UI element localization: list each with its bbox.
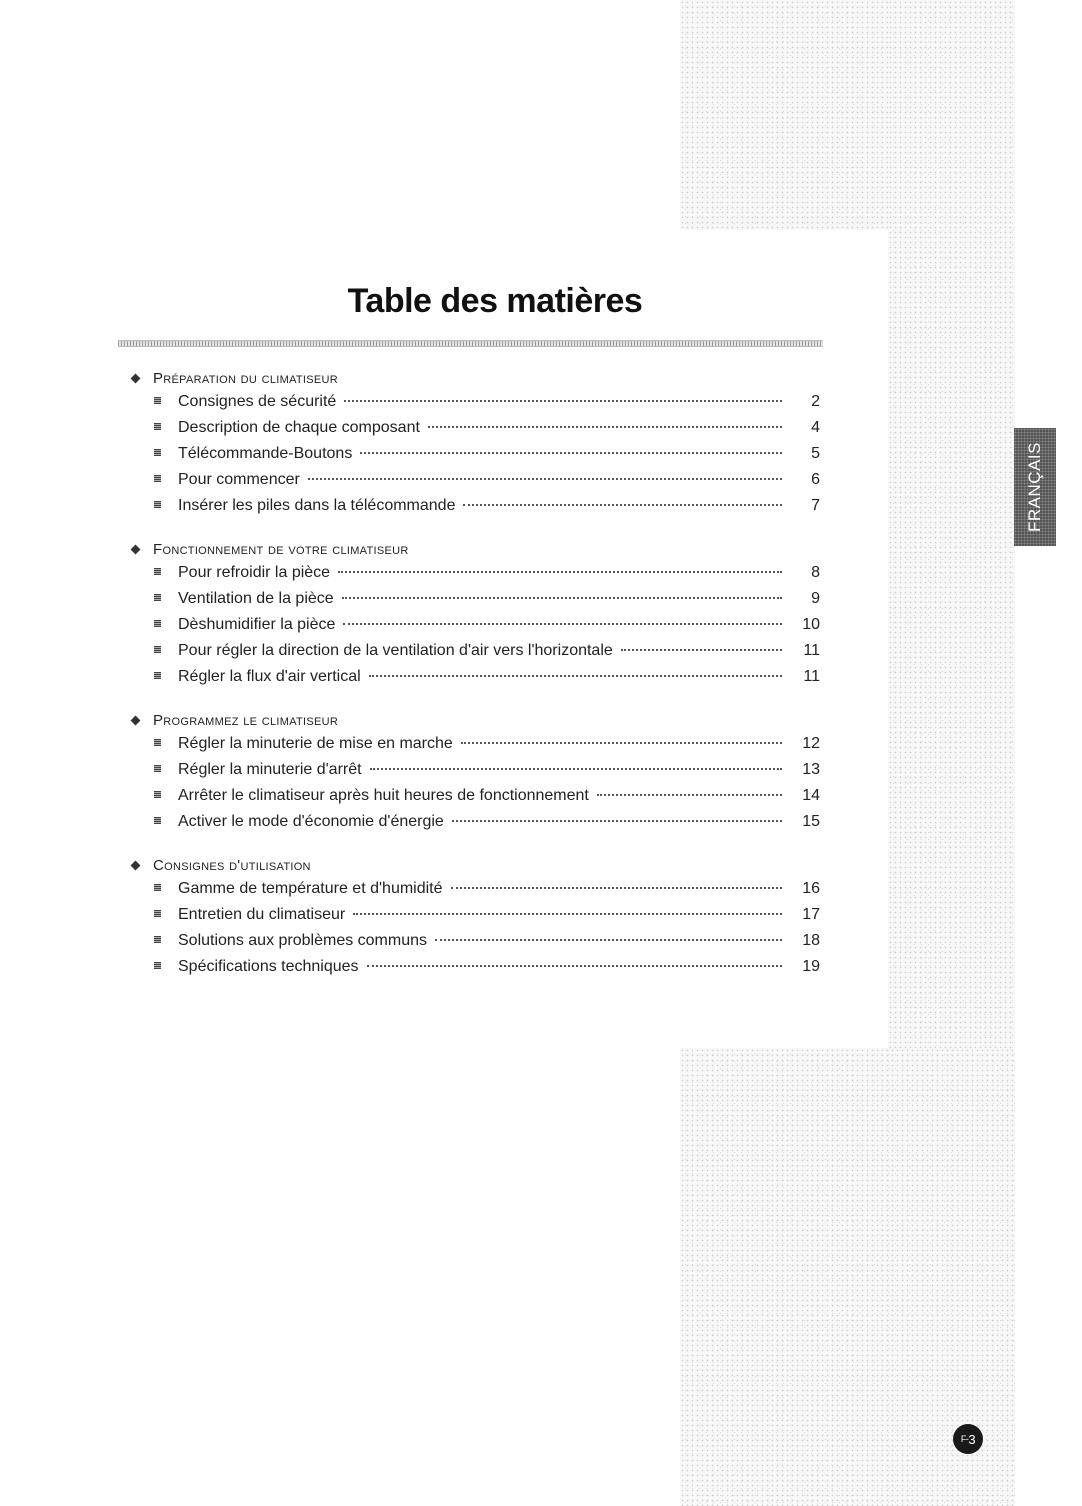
toc-entry-page: 7 [811, 497, 820, 514]
dot-leader [621, 649, 782, 651]
page-number-badge [953, 1424, 983, 1454]
dot-leader [343, 623, 782, 625]
toc-entry [130, 958, 830, 984]
toc-entry-label: Pour commencer [178, 471, 300, 488]
toc-entry [130, 590, 830, 616]
toc-entry-page: 11 [803, 642, 820, 659]
toc-entry [130, 906, 830, 932]
toc-entry-label: Spécifications techniques [178, 958, 359, 975]
toc-section-heading [130, 368, 830, 388]
table-of-contents [130, 368, 830, 1000]
dot-leader [342, 597, 782, 599]
dot-leader [338, 571, 782, 573]
toc-entry-page: 14 [802, 787, 820, 804]
square-bullet-icon [154, 594, 161, 601]
toc-entry [130, 419, 830, 445]
toc-entry-label: Pour régler la direction de la ventilation d'air vers l'horizontale [178, 642, 613, 659]
toc-entry [130, 735, 830, 761]
toc-entry [130, 880, 830, 906]
toc-section [130, 855, 830, 984]
toc-entry-label: Dèshumidifier la pièce [178, 616, 336, 633]
title-divider [118, 340, 823, 347]
square-bullet-icon [154, 423, 161, 430]
toc-entry [130, 564, 830, 590]
square-bullet-icon [154, 739, 161, 746]
toc-entry-label: Consignes de sécurité [178, 393, 337, 410]
language-tab-label: FRANÇAIS [1025, 442, 1044, 532]
toc-entry [130, 642, 830, 668]
dot-leader [461, 742, 782, 744]
toc-entry-label: Description de chaque composant [178, 419, 420, 436]
toc-entry-label: Solutions aux problèmes communs [178, 932, 428, 949]
toc-section-heading-text: Fonctionnement de votre climatiseur [153, 540, 409, 558]
toc-entry-label: Régler la minuterie d'arrêt [178, 761, 362, 778]
toc-section-heading [130, 710, 830, 730]
toc-entry [130, 813, 830, 839]
toc-entry [130, 616, 830, 642]
toc-entry-page: 12 [802, 735, 820, 752]
toc-entry-label: Pour refroidir la pièce [178, 564, 331, 581]
toc-entry-page: 6 [811, 471, 820, 488]
toc-section-heading-text: Programmez le climatiseur [153, 711, 339, 729]
toc-section [130, 710, 830, 839]
toc-section [130, 539, 830, 694]
toc-section-heading-text: Préparation du climatiseur [153, 369, 339, 387]
toc-entry-label: Régler la flux d'air vertical [178, 668, 361, 685]
diamond-bullet-icon [131, 373, 141, 383]
page-title: Table des matières [347, 282, 643, 320]
square-bullet-icon [154, 884, 161, 891]
toc-entry-page: 19 [802, 958, 820, 975]
page-number-prefix: F- [960, 1434, 969, 1444]
toc-entry-page: 17 [802, 906, 820, 923]
toc-entry [130, 668, 830, 694]
toc-entry-label: Arrêter le climatiseur après huit heures de fonctionnement [178, 787, 589, 804]
toc-entry-label: Régler la minuterie de mise en marche [178, 735, 453, 752]
dot-leader [344, 400, 782, 402]
square-bullet-icon [154, 817, 161, 824]
square-bullet-icon [154, 397, 161, 404]
dot-leader [451, 887, 782, 889]
square-bullet-icon [154, 672, 161, 679]
dot-leader [367, 965, 782, 967]
toc-section-heading [130, 855, 830, 875]
toc-section-heading [130, 539, 830, 559]
toc-entry-label: Télécommande-Boutons [178, 445, 353, 462]
toc-entry-page: 8 [811, 564, 820, 581]
toc-entry [130, 471, 830, 497]
toc-entry-page: 11 [803, 668, 820, 685]
toc-entry [130, 761, 830, 787]
dot-leader [463, 504, 782, 506]
toc-entry-label: Activer le mode d'économie d'énergie [178, 813, 444, 830]
toc-entry-page: 2 [811, 393, 820, 410]
toc-section-heading-text: Consignes d'utilisation [153, 856, 311, 874]
toc-entry-page: 5 [811, 445, 820, 462]
square-bullet-icon [154, 791, 161, 798]
toc-entry-label: Entretien du climatiseur [178, 906, 346, 923]
square-bullet-icon [154, 910, 161, 917]
square-bullet-icon [154, 962, 161, 969]
toc-entry-label: Insérer les piles dans la télécommande [178, 497, 456, 514]
toc-entry-page: 18 [802, 932, 820, 949]
dot-leader [597, 794, 782, 796]
toc-entry [130, 932, 830, 958]
toc-entry [130, 787, 830, 813]
diamond-bullet-icon [131, 860, 141, 870]
toc-entry-page: 10 [802, 616, 820, 633]
toc-section [130, 368, 830, 523]
dot-leader [370, 768, 782, 770]
toc-entry-page: 13 [802, 761, 820, 778]
toc-entry-page: 9 [811, 590, 820, 607]
square-bullet-icon [154, 449, 161, 456]
toc-entry-label: Gamme de température et d'humidité [178, 880, 443, 897]
square-bullet-icon [154, 646, 161, 653]
square-bullet-icon [154, 568, 161, 575]
square-bullet-icon [154, 936, 161, 943]
language-tab [1014, 428, 1056, 546]
square-bullet-icon [154, 765, 161, 772]
diamond-bullet-icon [131, 715, 141, 725]
square-bullet-icon [154, 620, 161, 627]
toc-entry-page: 15 [802, 813, 820, 830]
toc-entry-page: 4 [811, 419, 820, 436]
dot-leader [360, 452, 782, 454]
toc-entry [130, 393, 830, 419]
square-bullet-icon [154, 501, 161, 508]
dot-leader [353, 913, 782, 915]
dot-leader [308, 478, 782, 480]
dot-leader [428, 426, 782, 428]
toc-entry [130, 497, 830, 523]
toc-entry [130, 445, 830, 471]
dot-leader [369, 675, 782, 677]
dot-leader [452, 820, 782, 822]
toc-entry-label: Ventilation de la pièce [178, 590, 334, 607]
diamond-bullet-icon [131, 544, 141, 554]
page-number: 3 [968, 1431, 976, 1447]
square-bullet-icon [154, 475, 161, 482]
toc-entry-page: 16 [802, 880, 820, 897]
dot-leader [435, 939, 782, 941]
